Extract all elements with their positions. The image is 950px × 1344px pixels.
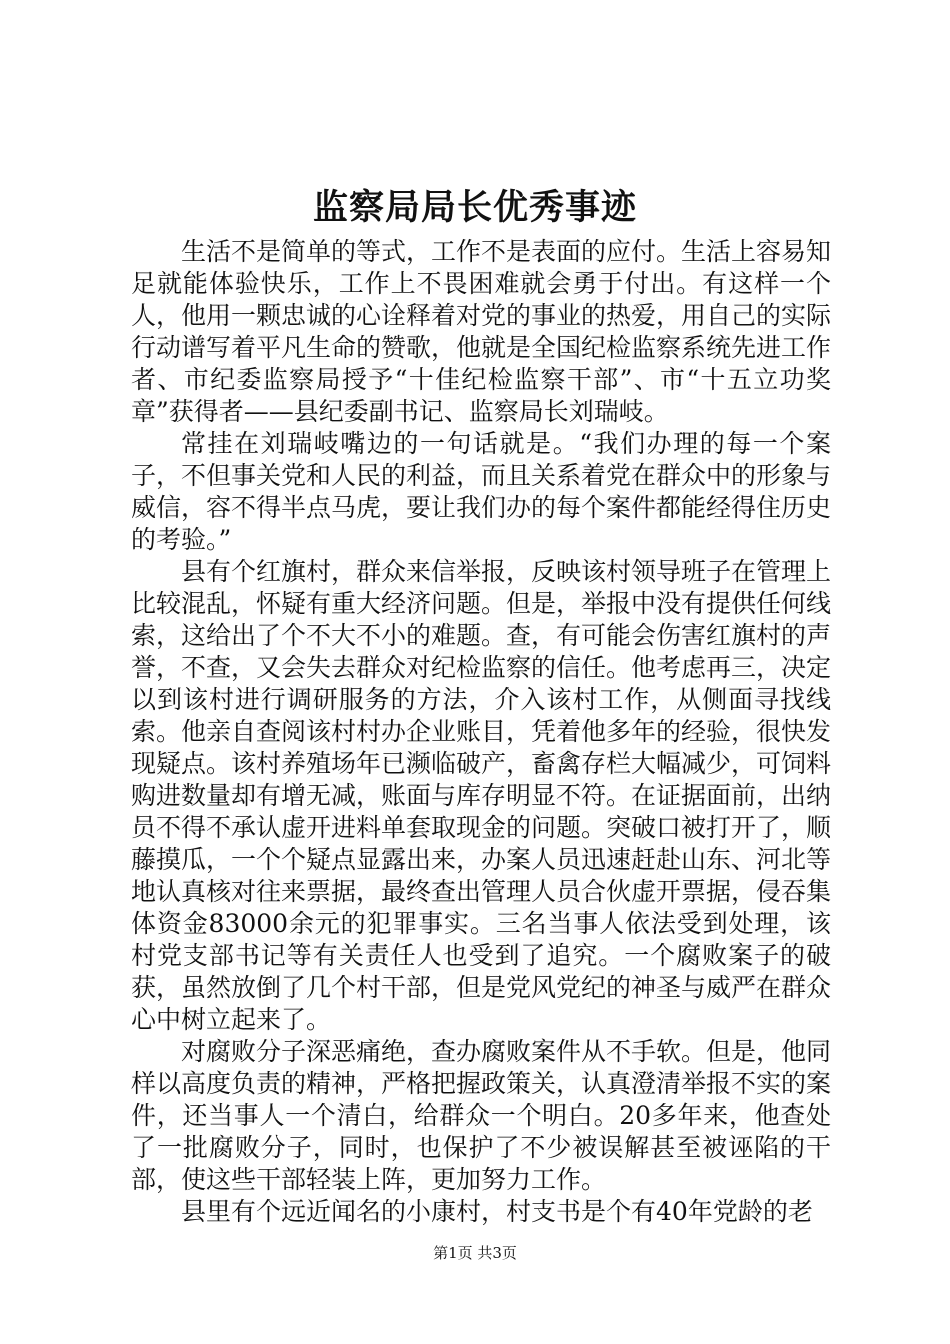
paragraph-hongqi-case: 县有个红旗村，群众来信举报，反映该村领导班子在管理上比较混乱，怀疑有重大经济问题。但是，举报中没有提供任何线索，这给出了个不大不小的难题。查，有可能会伤害红旗村的声誉，不查，又会失去群众对纪检监察的信任。他考虑再三，决定以到该村进行调研服务的方法，介入该村工作，从侧面寻找线索。他亲自查阅该村村办企业账目，凭着他多年的经验，很快发现疑点。该村养殖场年已濒临破产，畜禽存栏大幅减少，可饲料购进数量却有增无减，账面与库存明显不符。在证据面前，出纳员不得不承认虚开进料单套取现金的问题。突破口被打开了，顺藤摸瓜，一个个疑点显露出来，办案人员迅速赶赴山东、河北等地认真核对往来票据，最终查出管理人员合伙虚开票据，侵吞集体资金83000余元的犯罪事实。三名当事人依法受到处理，该村党支部书记等有关责任人也受到了追究。一个腐败案子的破获，虽然放倒了几个村干部，但是党风党纪的神圣与威严在群众心中树立起来了。 (131, 557, 832, 1034)
paragraph-xiaokang-village: 县里有个远近闻名的小康村，村支书是个有40年党龄的老 (181, 1197, 813, 1226)
page-footer: 第1页 共3页 (433, 1244, 517, 1262)
document-body (131, 236, 831, 1228)
paragraph-intro: 生活不是简单的等式，工作不是表面的应付。生活上容易知足就能体验快乐，工作上不畏困难就会勇于付出。有这样一个人，他用一颗忠诚的心诠释着对党的事业的热爱，用自己的实际行动谱写着平凡生命的赞歌，他就是全国纪检监察系统先进工作者、市纪委监察局授予“十佳纪检监察干部”、市“十五立功奖章”获得者——县纪委副书记、监察局长刘瑞岐。 (131, 237, 832, 426)
document-title: 监察局局长优秀事迹 (312, 187, 637, 228)
paragraph-anti-corruption: 对腐败分子深恶痛绝，查办腐败案件从不手软。但是，他同样以高度负责的精神，严格把握政策关，认真澄清举报不实的案件，还当事人一个清白，给群众一个明白。20多年来，他查处了一批腐败分子，同时，也保护了不少被误解甚至被诬陷的干部，使这些干部轻装上阵，更加努力工作。 (131, 1037, 832, 1194)
paragraph-quote: 常挂在刘瑞岐嘴边的一句话就是。“我们办理的每一个案子，不但事关党和人民的利益，而且关系着党在群众中的形象与威信，容不得半点马虎，要让我们办的每个案件都能经得住历史的考验。” (131, 429, 832, 554)
